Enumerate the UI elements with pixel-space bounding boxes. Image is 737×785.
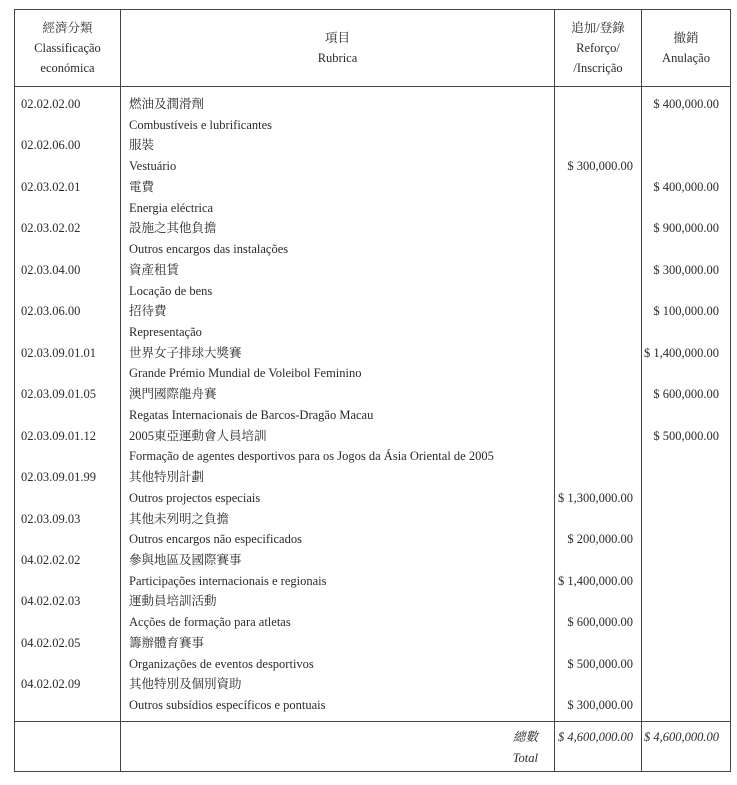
row-reinforcement: $ 1,400,000.00 [558, 573, 633, 588]
row-description-zh: 參與地區及國際賽事 [129, 552, 242, 567]
row-code: 04.02.02.05 [21, 635, 81, 650]
row-description-zh: 世界女子排球大獎賽 [129, 345, 242, 360]
row-description-zh: 籌辦體育賽事 [129, 635, 205, 650]
row-reinforcement: $ 200,000.00 [567, 532, 633, 547]
row-code: 02.02.02.00 [21, 97, 81, 111]
total-reinforcement: $ 4,600,000.00 [558, 730, 633, 744]
row-reinforcement: $ 300,000.00 [567, 698, 633, 712]
row-code: 04.02.02.02 [21, 552, 81, 567]
row-description-zh: 澳門國際龍舟賽 [129, 387, 217, 402]
row-reinforcement: $ 1,300,000.00 [558, 490, 633, 505]
row-description-pt: Energia eléctrica [129, 200, 214, 215]
header-reinforcement: 追加/登錄 Reforço/ /Inscrição [571, 21, 625, 75]
total-label-zh: 總數 [512, 730, 538, 744]
row-description-zh: 招待費 [129, 304, 167, 319]
header-annulment: 撤銷 Anulação [662, 31, 710, 65]
row-description-zh: 2005東亞運動會人員培訓 [129, 428, 267, 443]
row-annulment: $ 500,000.00 [653, 428, 719, 443]
row-annulment: $ 400,000.00 [653, 97, 719, 111]
row-description-zh: 設施之其他負擔 [129, 221, 217, 236]
row-code: 02.03.02.02 [21, 221, 81, 236]
row-description-zh: 電費 [129, 179, 155, 194]
row-description-zh: 其他未列明之負擔 [129, 511, 230, 526]
row-code: 02.02.06.00 [21, 138, 81, 153]
row-annulment: $ 1,400,000.00 [644, 345, 719, 360]
row-code: 02.03.04.00 [21, 262, 81, 277]
budget-table [14, 9, 731, 772]
row-description-pt: Participações internacionais e regionais [129, 573, 327, 588]
row-code: 02.03.09.01.99 [21, 470, 96, 485]
total-divider [15, 721, 730, 722]
row-description-pt: Outros encargos não especificados [129, 532, 302, 547]
row-annulment: $ 300,000.00 [653, 262, 719, 277]
row-description-pt: Acções de formação para atletas [129, 615, 291, 630]
row-code: 02.03.02.01 [21, 179, 81, 194]
row-description-zh: 燃油及潤滑劑 [129, 97, 205, 111]
row-description-zh: 服裝 [129, 138, 155, 153]
row-description-pt: Vestuário [129, 159, 177, 174]
row-description-zh: 資產租賃 [129, 262, 180, 277]
row-description-zh: 其他特別及個別資助 [129, 677, 242, 692]
row-code: 02.03.06.00 [21, 304, 81, 319]
row-description-pt: Representação [129, 324, 202, 339]
row-annulment: $ 100,000.00 [653, 304, 719, 319]
header-rubric: 項目 Rubrica [317, 31, 358, 65]
row-reinforcement: $ 600,000.00 [567, 615, 633, 630]
row-code: 02.03.09.01.05 [21, 387, 96, 402]
row-description-pt: Outros subsídios específicos e pontuais [129, 698, 326, 712]
row-description-pt: Grande Prémio Mundial de Voleibol Feminino [129, 366, 362, 381]
row-code: 02.03.09.01.01 [21, 345, 96, 360]
row-description-pt: Locação de bens [129, 283, 213, 298]
column-divider [120, 10, 121, 771]
row-description-pt: Organizações de eventos desportivos [129, 656, 314, 671]
row-code: 02.03.09.03 [21, 511, 81, 526]
header-classification: 經濟分類 Classificação económica [34, 21, 101, 75]
row-code: 04.02.02.03 [21, 594, 81, 609]
row-description-pt: Regatas Internacionais de Barcos-Dragão Macau [129, 407, 374, 422]
row-description-zh: 其他特別計劃 [129, 470, 205, 485]
header-divider [15, 86, 730, 87]
row-description-pt: Outros projectos especiais [129, 490, 261, 505]
row-annulment: $ 400,000.00 [653, 179, 719, 194]
row-reinforcement: $ 300,000.00 [567, 159, 633, 174]
row-description-zh: 運動員培訓活動 [129, 594, 217, 609]
row-reinforcement: $ 500,000.00 [567, 656, 633, 671]
row-code: 02.03.09.01.12 [21, 428, 96, 443]
row-code: 04.02.02.09 [21, 677, 81, 692]
total-annulment: $ 4,600,000.00 [644, 730, 719, 744]
row-annulment: $ 600,000.00 [653, 387, 719, 402]
row-annulment: $ 900,000.00 [653, 221, 719, 236]
row-description-pt: Formação de agentes desportivos para os Jogos da Ásia Oriental de 2005 [129, 449, 494, 464]
row-description-pt: Combustíveis e lubrificantes [129, 117, 273, 132]
row-description-pt: Outros encargos das instalações [129, 242, 289, 257]
total-label-pt: Total [512, 751, 538, 765]
